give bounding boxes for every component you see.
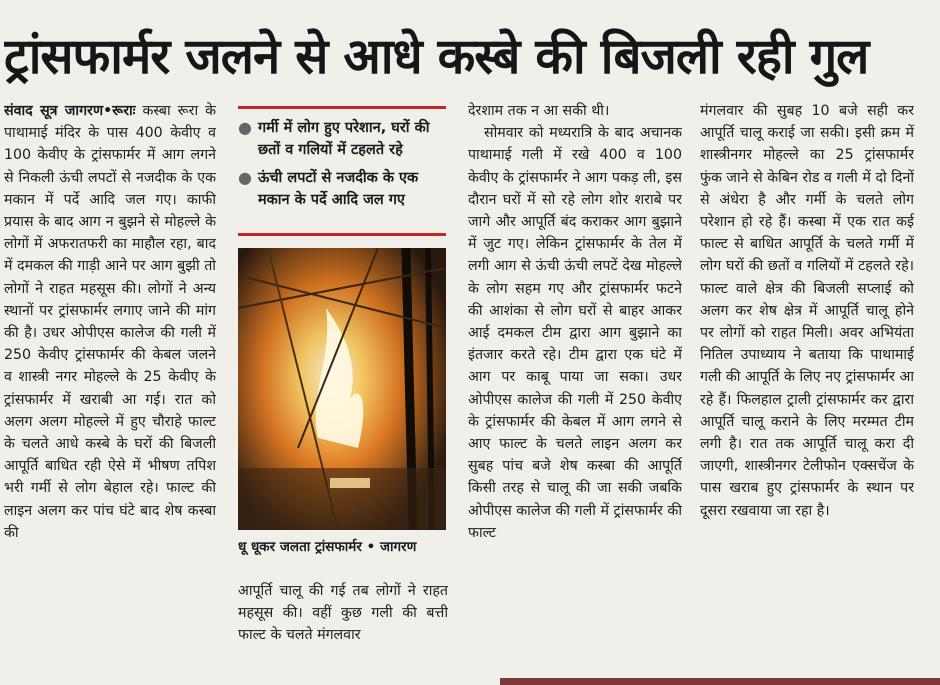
adjacent-article-edge [922,0,940,685]
highlight-item: ● ऊंची लपटों से नजदीक के एक मकान के पर्दे आदि जल गए [238,167,446,211]
highlight-item: ● गर्मी में लोग हुए परेशान, घरों की छतों व गलियों में टहलते रहे [238,117,446,161]
dot-separator: • [366,539,380,555]
article-column-2 [238,580,448,660]
burning-transformer-illustration [238,248,446,530]
photo-caption: धू धूकर जलता ट्रांसफार्मर • जागरण [238,539,417,555]
bullet-icon: ● [238,168,252,187]
column-text: मंगलवार की सुबह 10 बजे सही कर आपूर्ति चालू कराई जा सकी। इसी क्रम में शास्त्रीनगर मोहल्ले का 25 ट्रांसफार्मर फुंक जाने से केबिन रोड व गली में दो दिनों से अंधेरा है और गर्मी के चलते लोग परेशान हो रहे हैं। कस्बा में एक रात कई फाल्ट से बाधित आपूर्ति के चलते गर्मी में लोग घरों की छतों व गलियों में टहलते रहे। फाल्ट वाले क्षेत्र की बिजली सप्लाई को अलग कर शेष क्षेत्र में आपूर्ति चालू होने पर लोगों को राहत मिली। अवर अभियंता नितिल उपाध्याय ने बताया कि पाथामाई गली की आपूर्ति के लिए नए ट्रांसफार्मर आ रहे हैं। फिलहाल ट्राली ट्रांसफार्मर कर द्वारा आपूर्ति चालू कराने के लिए मरम्मत टीम लगी है। रात तक आपूर्ति चालू करा दी जाएगी, शास्त्रीनगर टेलीफोन एक्सचेंज के पास खराब हुए ट्रांसफार्मर के स्थान पर दूसरा रखवाया जा रहा है। [700,103,914,519]
article-column-4 [700,100,914,660]
clipped-top-text [140,0,144,4]
headline: ट्रांसफार्मर जलने से आधे कस्बे की बिजली रही गुल [4,28,869,85]
article-column-1 [4,100,216,660]
news-photo [238,248,446,530]
byline: संवाद सूत्र जागरण•रूराः [4,103,136,119]
column-text: आपूर्ति चालू की गई तब लोगों ने राहत महसूस की। वहीं कुछ गली की बत्ती फाल्ट के चलते मंगलवार [238,583,448,644]
column-text: सोमवार को मध्यरात्रि के बाद अचानक पाथामाई गली में रखे 400 व 100 केवीए के ट्रांसफार्मर ने आग पकड़ ली, इस दौरान घरों में सो रहे लोग शोर शराबे पर जागे और आपूर्ति बंद कराकर आग बुझाने में जुट गए। लेकिन ट्रांसफार्मर के तेल में लगी आग से ऊंची ऊंची लपटें देख मोहल्ले के लोग सहम गए और ट्रांसफार्मर फटने की आशंका से लोग घरों से बाहर आकर आई दमकल टीम द्वारा आग बुझाने का इंतजार करते रहे। टीम द्वारा एक घंटे में आग पर काबू पाया जा सका। उधर ओपीएस कालेज की गली में 250 केवीए के ट्रांसफार्मर की केबल में आग लगने से आए फाल्ट के चलते लाइन अलग कर सुबह पांच बजे शेष कस्बा की आपूर्ति किसी तरह से चालू की जा सकी जबकि ओपीएस कालेज की गली में ट्रांसफार्मर की फाल्ट [468,125,682,541]
photo-credit: जागरण [379,539,417,555]
article-column-3 [468,100,682,660]
column-text: देरशाम तक न आ सकी थी। [468,103,610,119]
column-text: कस्बा रूरा के पाथामाई मंदिर के पास 400 केवीए व 100 केवीए के ट्रांसफार्मर में आग लगने से निकली ऊंची लपटों से नजदीक के एक मकान में पर्दे आदि जल गए। काफी प्रयास के बाद आग न बुझने से मोहल्ले के लोगों में अफरातफरी का माहौल रहा, बाद में दमकल की गाड़ी आने पर आग बुझी तो लोगों ने राहत महसूस की। लोगों ने अन्य स्थानों पर ट्रांसफार्मर लगाए जाने की मांग की है। उधर ओपीएस कालेज की गली में 250 केवीए ट्रांसफार्मर की केबल जलने व शास्त्री नगर मोहल्ले के 25 केवीए के ट्रांसफार्मर में खराबी आ गई। रात को अलग अलग मोहल्ले में हुए चौराहे फाल्ट के चलते आधे कस्बे के घरों की बिजली आपूर्ति बाधित रही ऐसे में भीषण तपिश भरी गर्मी से लोग बेहाल रहे। फाल्ट की लाइन अलग कर पांच घंटे बाद शेष कस्बा की [4,103,216,541]
bottom-rule [500,678,940,685]
highlights-box [238,106,446,236]
bullet-icon: ● [238,118,252,137]
